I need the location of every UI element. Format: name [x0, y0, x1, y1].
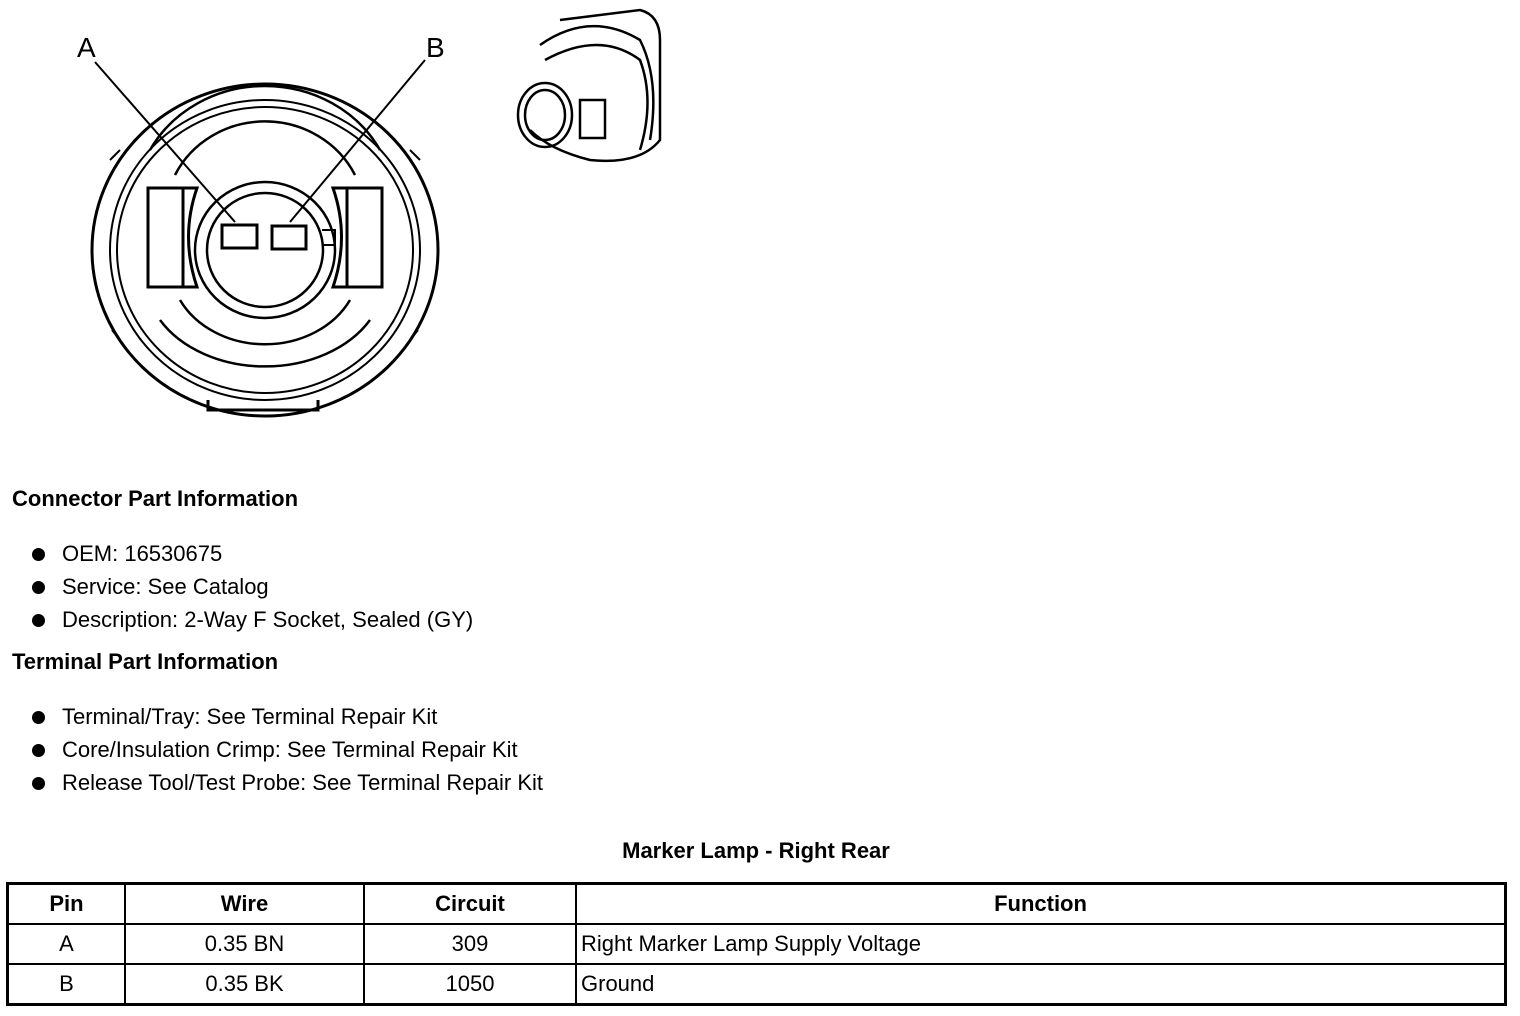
list-item [32, 770, 543, 796]
bullet-icon [32, 711, 45, 724]
pin-label-a: A [77, 32, 96, 63]
list-item-text: Service: See Catalog [62, 574, 269, 599]
header-pin: Pin [8, 884, 126, 925]
list-item-text: Core/Insulation Crimp: See Terminal Repair Kit [62, 737, 518, 762]
terminal-info-heading: Terminal Part Information [12, 649, 279, 674]
cell-function: Ground [576, 964, 1506, 1005]
bullet-icon [32, 614, 45, 627]
cell-wire: 0.35 BK [125, 964, 364, 1005]
header-function: Function [576, 884, 1506, 925]
list-item-text: Terminal/Tray: See Terminal Repair Kit [62, 704, 438, 729]
list-item-text: OEM: 16530675 [62, 541, 223, 566]
bullet-icon [32, 581, 45, 594]
header-wire: Wire [125, 884, 364, 925]
header-circuit: Circuit [364, 884, 576, 925]
cell-circuit: 1050 [364, 964, 576, 1005]
list-item [32, 704, 437, 730]
pin-label-b: B [426, 32, 445, 63]
bullet-icon [32, 548, 45, 561]
cell-pin: B [8, 964, 126, 1005]
pin-a-cavity [222, 225, 257, 248]
connector-info-heading: Connector Part Information [12, 486, 299, 511]
cell-pin: A [8, 924, 126, 964]
bullet-icon [32, 744, 45, 757]
pin-b-cavity [272, 226, 306, 249]
list-item [32, 541, 222, 567]
cell-function: Right Marker Lamp Supply Voltage [576, 924, 1506, 964]
cell-circuit: 309 [364, 924, 576, 964]
list-item [32, 737, 518, 763]
connector-face-diagram [0, 0, 700, 430]
bullet-icon [32, 777, 45, 790]
table-header-row [8, 884, 1506, 925]
table-title: Marker Lamp - Right Rear [622, 838, 890, 863]
cell-wire: 0.35 BN [125, 924, 364, 964]
list-item-text: Description: 2-Way F Socket, Sealed (GY) [62, 607, 474, 632]
list-item [32, 607, 473, 633]
pinout-table [6, 882, 1507, 1006]
list-item [32, 574, 269, 600]
table-row [8, 964, 1506, 1005]
list-item-text: Release Tool/Test Probe: See Terminal Repair Kit [62, 770, 543, 795]
connector-3d-view [518, 10, 660, 161]
table-row [8, 924, 1506, 964]
